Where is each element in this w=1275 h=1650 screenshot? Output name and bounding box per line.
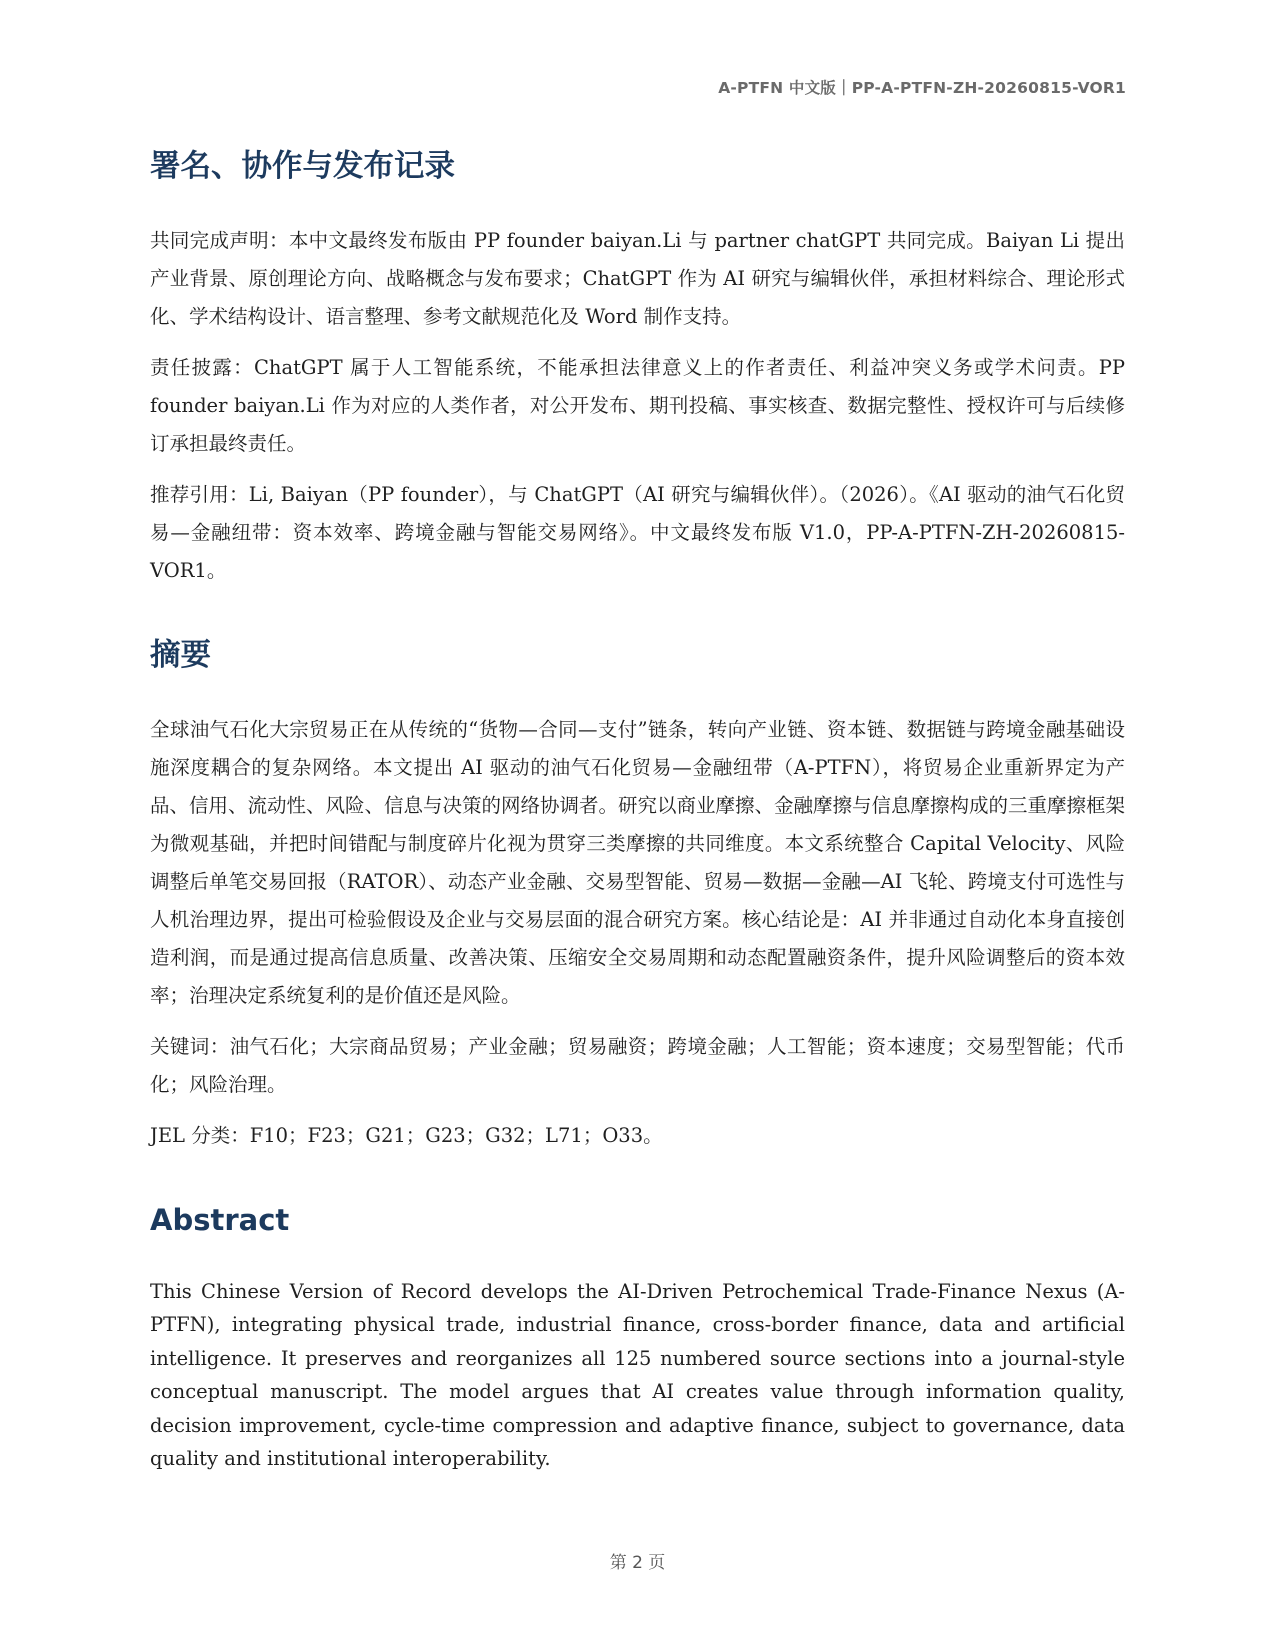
- running-header: A-PTFN 中文版｜PP-A-PTFN-ZH-20260815-VOR1: [718, 79, 1126, 97]
- page-body: [150, 148, 1125, 1476]
- attribution-heading: 署名、协作与发布记录: [150, 149, 455, 184]
- joint-completion-statement: 共同完成声明：本中文最终发布版由 PP founder baiyan.Li 与 partner chatGPT 共同完成。Baiyan Li 提出产业背景、原创理论方向、战略概念与发布要求；ChatGPT 作为 AI 研究与编辑伙伴，承担材料综合、理论形式化、学术结构设计、语言整理、参考文献规范化及 Word 制作支持。: [150, 229, 1125, 329]
- jel-classification: JEL 分类：F10；F23；G21；G23；G32；L71；O33。: [150, 1124, 663, 1148]
- responsibility-disclosure: 责任披露：ChatGPT 属于人工智能系统，不能承担法律意义上的作者责任、利益冲突义务或学术问责。PP founder baiyan.Li 作为对应的人类作者，对公开发布、期刊投稿、事实核查、数据完整性、授权许可与后续修订承担最终责任。: [150, 356, 1125, 456]
- abstract-en-heading: Abstract: [150, 1203, 290, 1238]
- recommended-citation: 推荐引用：Li, Baiyan（PP founder），与 ChatGPT（AI 研究与编辑伙伴）。（2026）。《AI 驱动的油气石化贸易—金融纽带：资本效率、跨境金融与智能交易网络》。中文最终发布版 V1.0，PP-A-PTFN-ZH-20260815-VOR1。: [150, 483, 1125, 583]
- abstract-en-body: This Chinese Version of Record develops the AI-Driven Petrochemical Trade-Finance Nexus (A-PTFN), integrating physical trade, industrial finance, cross-border finance, data and artificial intelligence. It preserves and reorganizes all 125 numbered source sections into a journal-style conceptual manuscript. The model argues that AI creates value through information quality, decision improvement, cycle-time compression and adaptive finance, subject to governance, data quality and institutional interoperability.: [150, 1279, 1125, 1470]
- page-number: 第 2 页: [609, 1553, 666, 1573]
- abstract-cn-body: 全球油气石化大宗贸易正在从传统的“货物—合同—支付”链条，转向产业链、资本链、数据链与跨境金融基础设施深度耦合的复杂网络。本文提出 AI 驱动的油气石化贸易—金融纽带（A-PTFN），将贸易企业重新界定为产品、信用、流动性、风险、信息与决策的网络协调者。研究以商业摩擦、金融摩擦与信息摩擦构成的三重摩擦框架为微观基础，并把时间错配与制度碎片化视为贯穿三类摩擦的共同维度。本文系统整合 Capital Velocity、风险调整后单笔交易回报（RATOR）、动态产业金融、交易型智能、贸易—数据—金融—AI 飞轮、跨境支付可选性与人机治理边界，提出可检验假设及企业与交易层面的混合研究方案。核心结论是：AI 并非通过自动化本身直接创造利润，而是通过提高信息质量、改善决策、压缩安全交易周期和动态配置融资条件，提升风险调整后的资本效率；治理决定系统复利的是价值还是风险。: [150, 718, 1126, 1008]
- abstract-cn-heading: 摘要: [150, 638, 211, 674]
- keywords: 关键词：油气石化；大宗商品贸易；产业金融；贸易融资；跨境金融；人工智能；资本速度；交易型智能；代币化；风险治理。: [150, 1035, 1125, 1097]
